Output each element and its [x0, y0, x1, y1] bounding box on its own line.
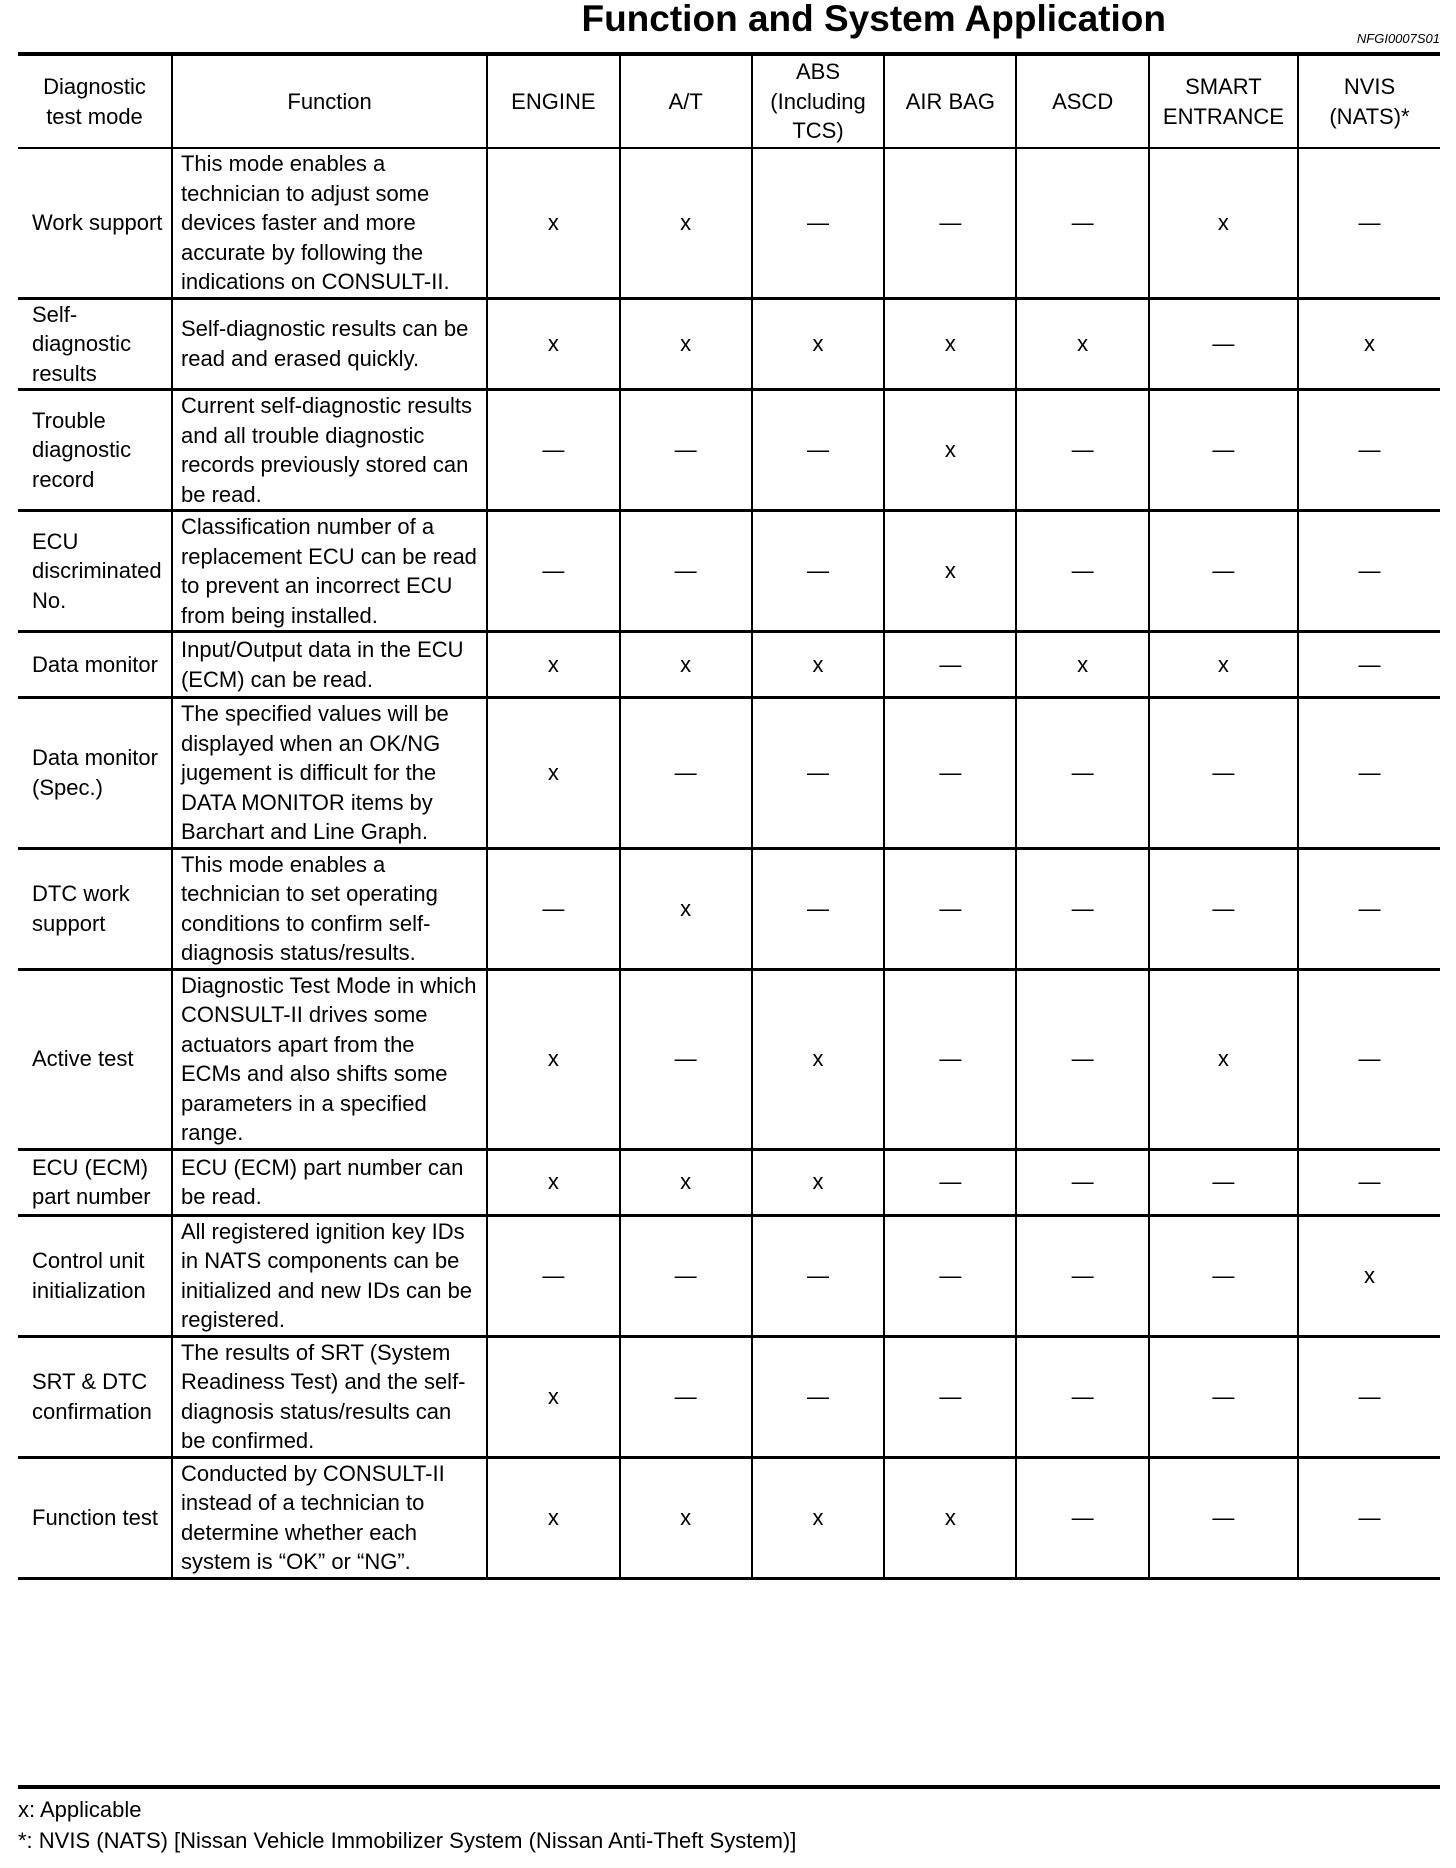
header-nvis-nats: NVIS (NATS)*: [1298, 56, 1440, 148]
applicability-cell: x: [487, 298, 619, 390]
applicability-cell: —: [1298, 1457, 1440, 1578]
diagnostic-test-mode-cell: Trouble diagnostic record: [18, 390, 172, 511]
applicability-cell: x: [1016, 632, 1148, 698]
applicability-cell: —: [1016, 390, 1148, 511]
table-row: [18, 511, 1440, 632]
diagnostic-test-mode-cell: Active test: [18, 969, 172, 1149]
table-row: [18, 969, 1440, 1149]
applicability-cell: —: [1298, 848, 1440, 969]
applicability-cell: —: [884, 969, 1016, 1149]
applicability-cell: x: [620, 1149, 752, 1215]
header-ascd: ASCD: [1016, 56, 1148, 148]
applicability-cell: x: [487, 1149, 619, 1215]
applicability-cell: —: [1016, 148, 1148, 298]
applicability-cell: x: [1149, 632, 1298, 698]
footnote-applicable: x: Applicable: [18, 1797, 142, 1822]
applicability-cell: —: [487, 390, 619, 511]
footnote-nvis: *: NVIS (NATS) [Nissan Vehicle Immobilizer System (Nissan Anti-Theft System)]: [18, 1828, 797, 1853]
diagnostic-test-mode-cell: Function test: [18, 1457, 172, 1578]
table-row: [18, 698, 1440, 849]
applicability-cell: —: [752, 1336, 884, 1457]
applicability-cell: x: [1298, 298, 1440, 390]
applicability-cell: —: [1149, 848, 1298, 969]
applicability-cell: —: [1149, 298, 1298, 390]
applicability-cell: x: [487, 1457, 619, 1578]
applicability-cell: —: [884, 632, 1016, 698]
applicability-cell: —: [1149, 1336, 1298, 1457]
applicability-cell: x: [1298, 1215, 1440, 1336]
function-cell: Classification number of a replacement ECU can be read to prevent an incorrect ECU from being installed.: [172, 511, 487, 632]
applicability-cell: x: [752, 1457, 884, 1578]
applicability-cell: —: [1298, 1149, 1440, 1215]
applicability-cell: x: [487, 148, 619, 298]
function-cell: Diagnostic Test Mode in which CONSULT-II drives some actuators apart from the ECMs and also shifts some parameters in a specified range.: [172, 969, 487, 1149]
header-function: Function: [172, 56, 487, 148]
diagnostic-test-mode-cell: Control unit initialization: [18, 1215, 172, 1336]
function-cell: The specified values will be displayed when an OK/NG jugement is difficult for the DATA MONITOR items by Barchart and Line Graph.: [172, 698, 487, 849]
function-cell: Current self-diagnostic results and all trouble diagnostic records previously stored can be read.: [172, 390, 487, 511]
table-row: [18, 1457, 1440, 1578]
applicability-cell: —: [620, 698, 752, 849]
applicability-cell: —: [1298, 511, 1440, 632]
applicability-cell: x: [487, 698, 619, 849]
applicability-cell: —: [1149, 698, 1298, 849]
applicability-cell: x: [620, 848, 752, 969]
footnotes: [18, 1794, 796, 1856]
applicability-cell: —: [620, 511, 752, 632]
header-air-bag: AIR BAG: [884, 56, 1016, 148]
table-row: [18, 1215, 1440, 1336]
applicability-cell: x: [884, 298, 1016, 390]
applicability-cell: x: [620, 298, 752, 390]
applicability-cell: —: [1298, 698, 1440, 849]
function-cell: All registered ignition key IDs in NATS components can be initialized and new IDs can be registered.: [172, 1215, 487, 1336]
applicability-cell: x: [884, 390, 1016, 511]
header-row: [18, 56, 1440, 148]
applicability-cell: —: [487, 1215, 619, 1336]
applicability-cell: x: [487, 969, 619, 1149]
diagnostic-test-mode-cell: Data monitor (Spec.): [18, 698, 172, 849]
applicability-cell: x: [752, 969, 884, 1149]
applicability-cell: —: [487, 848, 619, 969]
applicability-cell: x: [620, 1457, 752, 1578]
applicability-cell: x: [752, 298, 884, 390]
table-body: [18, 148, 1440, 1578]
applicability-cell: —: [1298, 390, 1440, 511]
applicability-cell: —: [1016, 848, 1148, 969]
applicability-cell: —: [1016, 511, 1148, 632]
table-row: [18, 298, 1440, 390]
applicability-cell: x: [487, 1336, 619, 1457]
applicability-cell: —: [752, 511, 884, 632]
applicability-cell: —: [884, 148, 1016, 298]
applicability-cell: —: [1149, 1457, 1298, 1578]
function-cell: ECU (ECM) part number can be read.: [172, 1149, 487, 1215]
diagnostic-test-mode-cell: SRT & DTC confirmation: [18, 1336, 172, 1457]
applicability-cell: —: [1149, 511, 1298, 632]
applicability-cell: —: [1016, 698, 1148, 849]
applicability-cell: —: [620, 1215, 752, 1336]
applicability-cell: —: [1298, 632, 1440, 698]
applicability-cell: —: [1149, 390, 1298, 511]
document-code: NFGI0007S01: [1356, 31, 1440, 46]
page-title: Function and System Application: [581, 0, 1166, 39]
applicability-cell: —: [1298, 969, 1440, 1149]
applicability-cell: —: [1149, 1215, 1298, 1336]
header-abs: ABS (Including TCS): [752, 56, 884, 148]
function-cell: Self-diagnostic results can be read and erased quickly.: [172, 298, 487, 390]
diagnostic-test-mode-cell: Data monitor: [18, 632, 172, 698]
function-cell: This mode enables a technician to set operating conditions to confirm self-diagnosis status/results.: [172, 848, 487, 969]
header-diagnostic-test-mode: Diagnostic test mode: [18, 56, 172, 148]
applicability-cell: x: [752, 1149, 884, 1215]
header-at: A/T: [620, 56, 752, 148]
applicability-cell: x: [620, 148, 752, 298]
applicability-cell: —: [620, 390, 752, 511]
header-engine: ENGINE: [487, 56, 619, 148]
applicability-cell: —: [884, 1215, 1016, 1336]
applicability-cell: —: [752, 390, 884, 511]
applicability-cell: —: [884, 1336, 1016, 1457]
applicability-cell: —: [1298, 148, 1440, 298]
applicability-cell: —: [752, 1215, 884, 1336]
applicability-cell: —: [1298, 1336, 1440, 1457]
table-row: [18, 148, 1440, 298]
applicability-cell: —: [1016, 1149, 1148, 1215]
diagnostic-test-mode-cell: ECU (ECM) part number: [18, 1149, 172, 1215]
applicability-cell: —: [1016, 1215, 1148, 1336]
function-cell: The results of SRT (System Readiness Test) and the self-diagnosis status/results can be confirmed.: [172, 1336, 487, 1457]
applicability-cell: —: [620, 1336, 752, 1457]
header-smart-entrance: SMART ENTRANCE: [1149, 56, 1298, 148]
function-cell: Conducted by CONSULT-II instead of a technician to determine whether each system is “OK” or “NG”.: [172, 1457, 487, 1578]
table-row: [18, 848, 1440, 969]
applicability-cell: —: [752, 698, 884, 849]
applicability-cell: —: [1149, 1149, 1298, 1215]
table-row: [18, 632, 1440, 698]
table-row: [18, 390, 1440, 511]
applicability-cell: x: [884, 511, 1016, 632]
applicability-cell: x: [1016, 298, 1148, 390]
function-cell: This mode enables a technician to adjust some devices faster and more accurate by following the indications on CONSULT-II.: [172, 148, 487, 298]
applicability-cell: —: [620, 969, 752, 1149]
applicability-cell: —: [487, 511, 619, 632]
table-row: [18, 1149, 1440, 1215]
applicability-cell: x: [487, 632, 619, 698]
applicability-cell: —: [1016, 969, 1148, 1149]
table-row: [18, 1336, 1440, 1457]
applicability-cell: x: [884, 1457, 1016, 1578]
function-cell: Input/Output data in the ECU (ECM) can be read.: [172, 632, 487, 698]
applicability-cell: x: [1149, 148, 1298, 298]
applicability-cell: —: [1016, 1457, 1148, 1578]
applicability-cell: —: [884, 698, 1016, 849]
applicability-cell: —: [752, 148, 884, 298]
applicability-cell: —: [884, 1149, 1016, 1215]
applicability-cell: x: [1149, 969, 1298, 1149]
diagnostic-test-mode-cell: Self-diagnostic results: [18, 298, 172, 390]
function-system-table: [18, 56, 1440, 1580]
diagnostic-test-mode-cell: ECU discriminated No.: [18, 511, 172, 632]
applicability-cell: —: [1016, 1336, 1148, 1457]
diagnostic-test-mode-cell: DTC work support: [18, 848, 172, 969]
diagnostic-test-mode-cell: Work support: [18, 148, 172, 298]
applicability-cell: x: [752, 632, 884, 698]
applicability-cell: —: [752, 848, 884, 969]
applicability-cell: x: [620, 632, 752, 698]
applicability-cell: —: [884, 848, 1016, 969]
